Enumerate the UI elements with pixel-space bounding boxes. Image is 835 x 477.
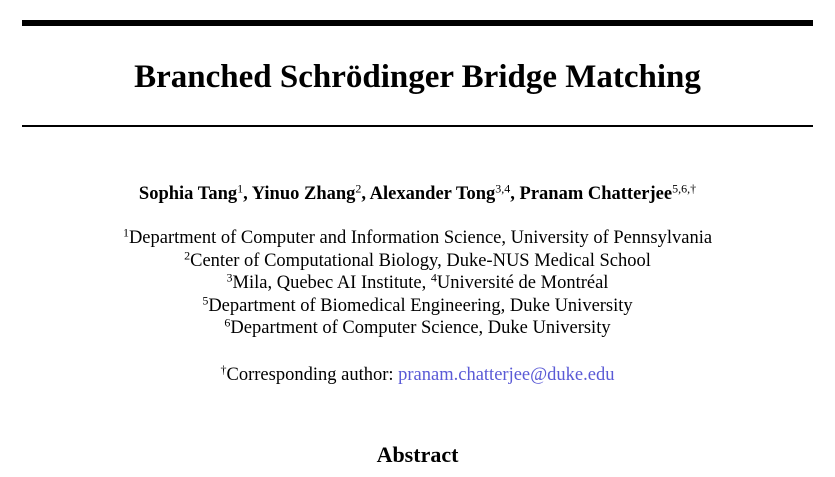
author-separator: , <box>243 184 252 204</box>
author-separator: , <box>361 184 370 204</box>
affiliation-text: Department of Computer and Information Science, University of Pennsylvania <box>128 228 713 248</box>
affiliation-marker: 5 <box>202 292 209 307</box>
author <box>251 181 370 204</box>
author-list <box>0 181 835 207</box>
author-affiliation-marker: 2 <box>355 181 362 196</box>
author-name: Alexander Tong <box>369 184 496 204</box>
author <box>519 181 697 204</box>
affiliation-marker: 2 <box>184 247 191 262</box>
affiliation-text: Department of Biomedical Engineering, Duke University <box>208 295 633 316</box>
affiliation-line <box>0 317 835 340</box>
author-name: Sophia Tang <box>138 184 238 204</box>
author <box>369 181 520 204</box>
author-affiliation-marker: 3,4 <box>495 181 511 196</box>
affiliation-marker: 1 <box>122 225 129 240</box>
affiliation-line <box>0 292 835 318</box>
author <box>138 181 252 204</box>
title-bottom-rule <box>22 125 813 127</box>
corresponding-email-link[interactable]: pranam.chatterjee@duke.edu <box>398 365 615 385</box>
corresponding-label: Corresponding author: <box>226 365 399 385</box>
affiliation-marker: 6 <box>224 315 231 330</box>
affiliation-text: Université de Montréal <box>436 273 609 293</box>
author-separator: , <box>510 184 520 204</box>
corresponding-author <box>0 362 835 388</box>
paper-title: Branched Schrödinger Bridge Matching <box>134 59 701 95</box>
affiliation-text: Mila, Quebec AI Institute, <box>232 273 431 293</box>
author-affiliation-marker: 1 <box>237 181 244 196</box>
affiliation-line <box>0 272 835 295</box>
author-affiliation-marker: 5,6,† <box>672 181 697 196</box>
abstract-heading: Abstract <box>376 442 459 467</box>
author-name: Yinuo Zhang <box>251 184 356 204</box>
corresponding-marker: † <box>220 362 227 377</box>
author-name: Pranam Chatterjee <box>519 184 673 204</box>
affiliation-text: Center of Computational Biology, Duke-NUS Medical School <box>190 250 651 271</box>
affiliation-line <box>0 227 835 250</box>
affiliation-list <box>0 227 835 340</box>
top-rule <box>22 20 813 26</box>
affiliation-marker: 4 <box>430 270 437 285</box>
affiliation-text: Department of Computer Science, Duke University <box>230 318 611 338</box>
affiliation-marker: 3 <box>226 270 233 285</box>
affiliation-line <box>0 247 835 273</box>
